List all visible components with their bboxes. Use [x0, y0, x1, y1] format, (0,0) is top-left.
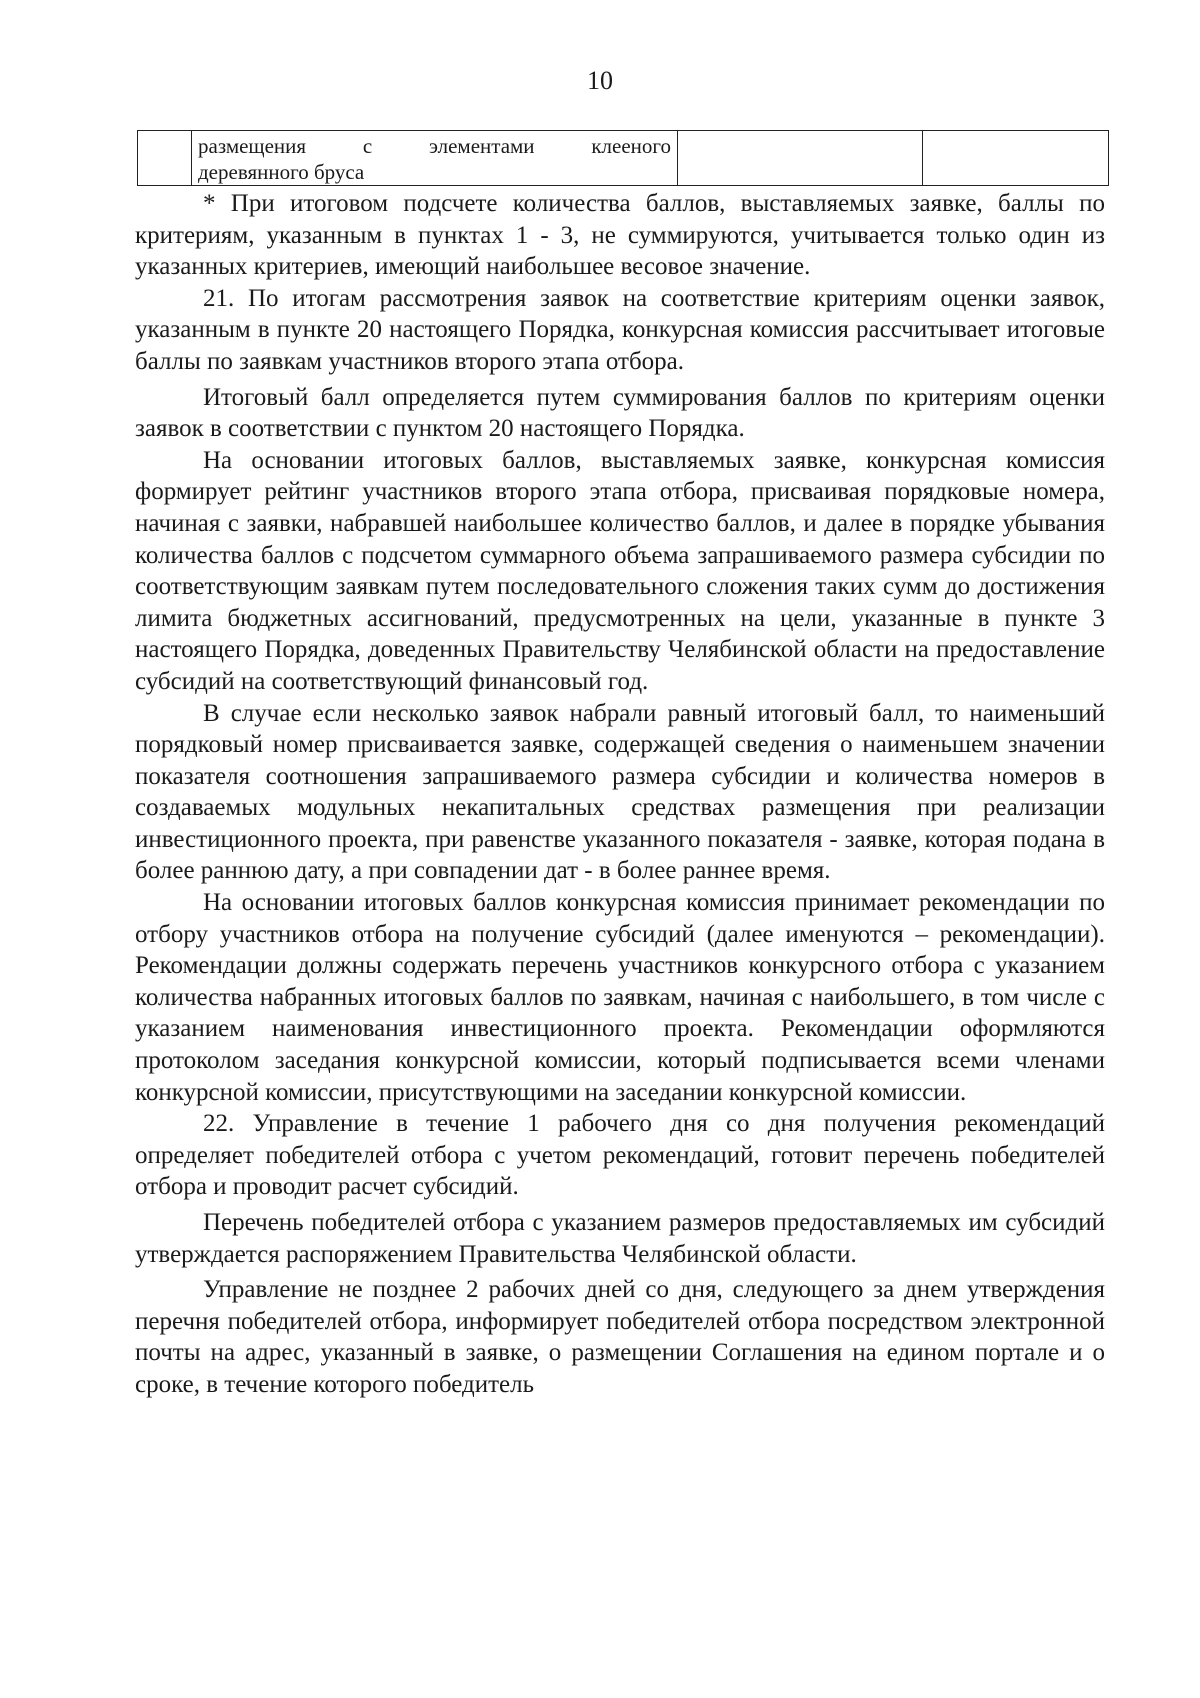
criterion-text-line-2: деревянного бруса: [198, 160, 365, 184]
paragraph-winners-list: Перечень победителей отбора с указанием размеров предоставляемых им субсидий утверждается распоряжением Правительства Челябинской области.: [135, 1209, 1105, 1268]
paragraph-22: 22. Управление в течение 1 рабочего дня со дня получения рекомендаций определяет победителей отбора с учетом рекомендаций, готовит перечень победителей отбора и проводит расчет субсидий.: [135, 1110, 1105, 1201]
table-row: [138, 131, 1109, 186]
criterion-text-line-1: размещения с элементами клееного: [198, 134, 671, 158]
page-number: 10: [587, 66, 613, 95]
paragraph-total-score: Итоговый балл определяется путем суммирования баллов по критериям оценки заявок в соответствии с пунктом 20 настоящего Порядка.: [135, 383, 1105, 443]
table-cell-score: [923, 131, 1109, 186]
paragraph-notification: Управление не позднее 2 рабочих дней со дня, следующего за днем утверждения перечня победителей отбора, информирует победителей отбора посредством электронной почты на адрес, указанный в заявке, о размещении Соглашения на едином портале и о сроке, в течение которого победитель: [135, 1276, 1105, 1398]
document-body: [135, 188, 1105, 1401]
paragraph-equal-score: В случае если несколько заявок набрали равный итоговый балл, то наименьший порядковый номер присваивается заявке, содержащей сведения о наименьшем значении показателя соотношения запрашиваемого размера субсидии и количества номеров в создаваемых модульных некапитальных средствах размещения при реализации инвестиционного проекта, при равенстве указанного показателя - заявке, которая подана в более раннюю дату, а при совпадении дат - в более раннее время.: [135, 699, 1105, 885]
footnote-paragraph: * При итоговом подсчете количества баллов, выставляемых заявке, баллы по критериям, указанным в пунктах 1 - 3, не суммируются, учитывается только один из указанных критериев, имеющий наибольшее весовое значение.: [135, 190, 1105, 281]
paragraph-recommendations: На основании итоговых баллов конкурсная комиссия принимает рекомендации по отбору участников отбора на получение субсидий (далее именуются – рекомендации). Рекомендации должны содержать перечень участников конкурсного отбора с указанием количества набранных итоговых баллов по заявкам, начиная с наибольшего, в том числе с указанием наименования инвестиционного проекта. Рекомендации оформляются протоколом заседания конкурсной комиссии, который подписывается всеми членами конкурсной комиссии, присутствующими на заседании конкурсной комиссии.: [135, 889, 1105, 1106]
paragraph-rating: На основании итоговых баллов, выставляемых заявке, конкурсная комиссия формирует рейтинг участников второго этапа отбора, присваивая порядковые номера, начиная с заявки, набравшей наибольшее количество баллов, и далее в порядке убывания количества баллов с подсчетом суммарного объема запрашиваемого размера субсидии по соответствующим заявкам путем последовательного сложения таких сумм до достижения лимита бюджетных ассигнований, предусмотренных на цели, указанные в пункте 3 настоящего Порядка, доведенных Правительству Челябинской области на предоставление субсидий на соответствующий финансовый год.: [135, 446, 1105, 695]
table-cell-number: [138, 131, 192, 186]
table-cell-value: [678, 131, 923, 186]
criteria-table-fragment: [137, 130, 1109, 186]
table-cell-criterion: [192, 131, 678, 186]
paragraph-21: 21. По итогам рассмотрения заявок на соответствие критериям оценки заявок, указанным в пункте 20 настоящего Порядка, конкурсная комиссия рассчитывает итоговые баллы по заявкам участников второго этапа отбора.: [135, 284, 1105, 375]
